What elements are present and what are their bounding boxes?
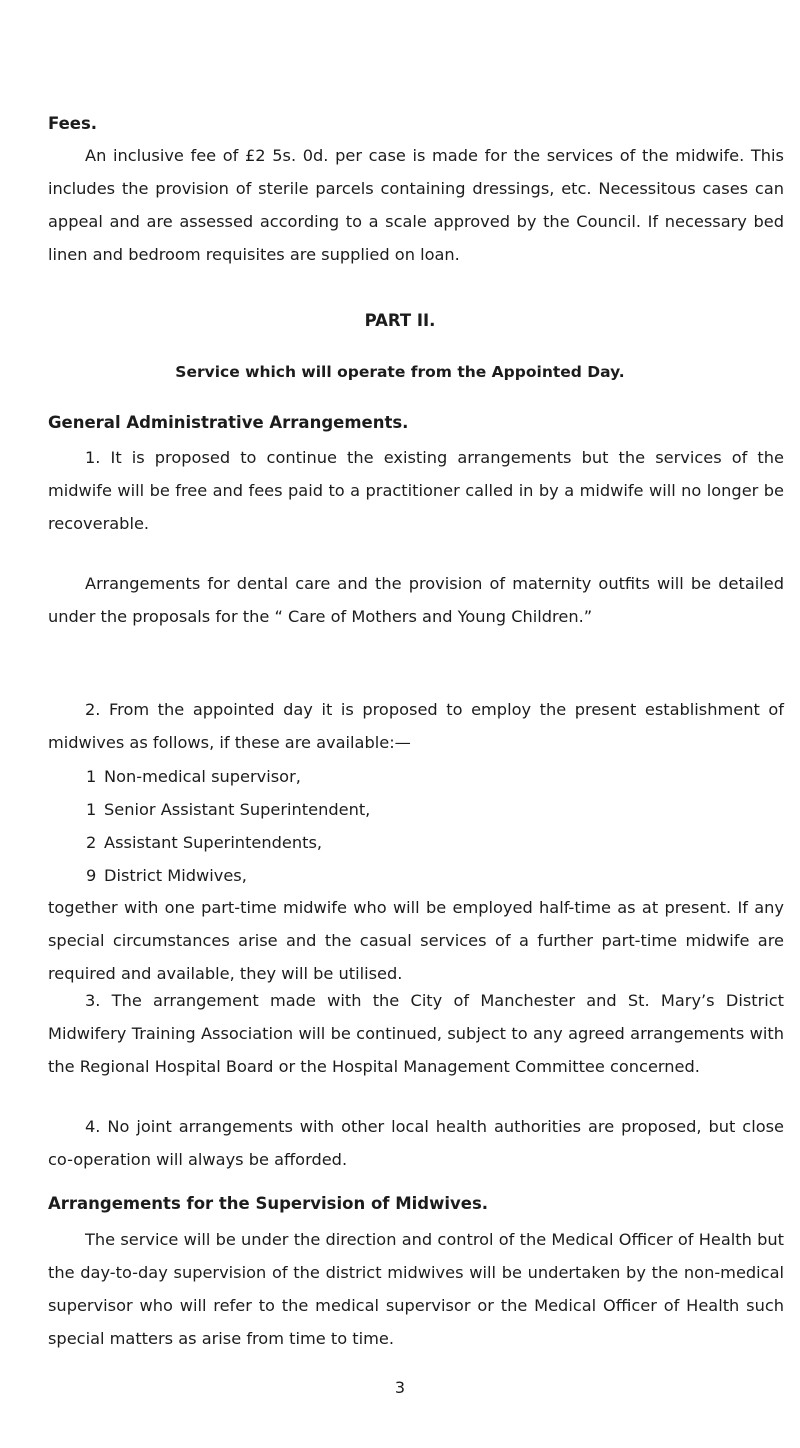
- staff-count: 2: [86, 833, 97, 852]
- admin-paragraph-2: 2. From the appointed day it is proposed to employ the present establishment of midwives as follows, if these are available:—: [48, 700, 784, 752]
- admin-paragraph-1b: Arrangements for dental care and the provision of maternity outfits will be detailed under the proposals for the “ Care of Mothers and Young Children.”: [48, 574, 784, 626]
- staff-label: Assistant Superintendents,: [104, 833, 323, 852]
- page-number: 3: [394, 1378, 406, 1397]
- staff-label: District Midwives,: [104, 866, 247, 885]
- supervision-paragraph: The service will be under the direction and control of the Medical Officer of Health but the day-to-day supervision of the district midwives will be undertaken by the non-medical supervisor who will refer to the medical supervisor or the Medical Officer of Health such special matters as arise from time to time.: [48, 1230, 784, 1348]
- staff-count: 1: [86, 800, 97, 819]
- staff-item: [86, 793, 370, 826]
- staff-count: 9: [86, 866, 97, 885]
- staff-item: [86, 826, 370, 859]
- staff-list: [86, 760, 370, 892]
- staff-item: [86, 859, 370, 892]
- part-subtitle: Service which will operate from the Appointed Day.: [175, 363, 625, 381]
- admin-heading: General Administrative Arrangements.: [48, 413, 409, 432]
- staff-count: 1: [86, 767, 97, 786]
- admin-paragraph-2b: together with one part-time midwife who will be employed half-time as at present. If any special circumstances arise and the casual services of a further part-time midwife are required and available, they will be utilised.: [48, 898, 784, 983]
- part-title: PART II.: [364, 311, 436, 330]
- fees-heading: Fees.: [48, 114, 98, 133]
- staff-label: Non-medical supervisor,: [104, 767, 301, 786]
- admin-paragraph-4: 4. No joint arrangements with other local health authorities are proposed, but close co-operation will always be afforded.: [48, 1117, 784, 1169]
- admin-paragraph-1: 1. It is proposed to continue the existing arrangements but the services of the midwife will be free and fees paid to a practitioner called in by a midwife will no longer be recoverable.: [48, 448, 784, 533]
- staff-item: [86, 760, 370, 793]
- supervision-heading: Arrangements for the Supervision of Midwives.: [48, 1194, 489, 1213]
- fees-paragraph: An inclusive fee of £2 5s. 0d. per case is made for the services of the midwife. This includes the provision of sterile parcels containing dressings, etc. Necessitous cases can appeal and are assessed according to a scale approved by the Council. If necessary bed linen and bedroom requisites are supplied on loan.: [48, 146, 784, 264]
- admin-paragraph-3: 3. The arrangement made with the City of Manchester and St. Mary’s District Midwifery Training Association will be continued, subject to any agreed arrangements with the Regional Hospital Board or the Hospital Management Committee concerned.: [48, 991, 784, 1076]
- staff-label: Senior Assistant Superintendent,: [104, 800, 371, 819]
